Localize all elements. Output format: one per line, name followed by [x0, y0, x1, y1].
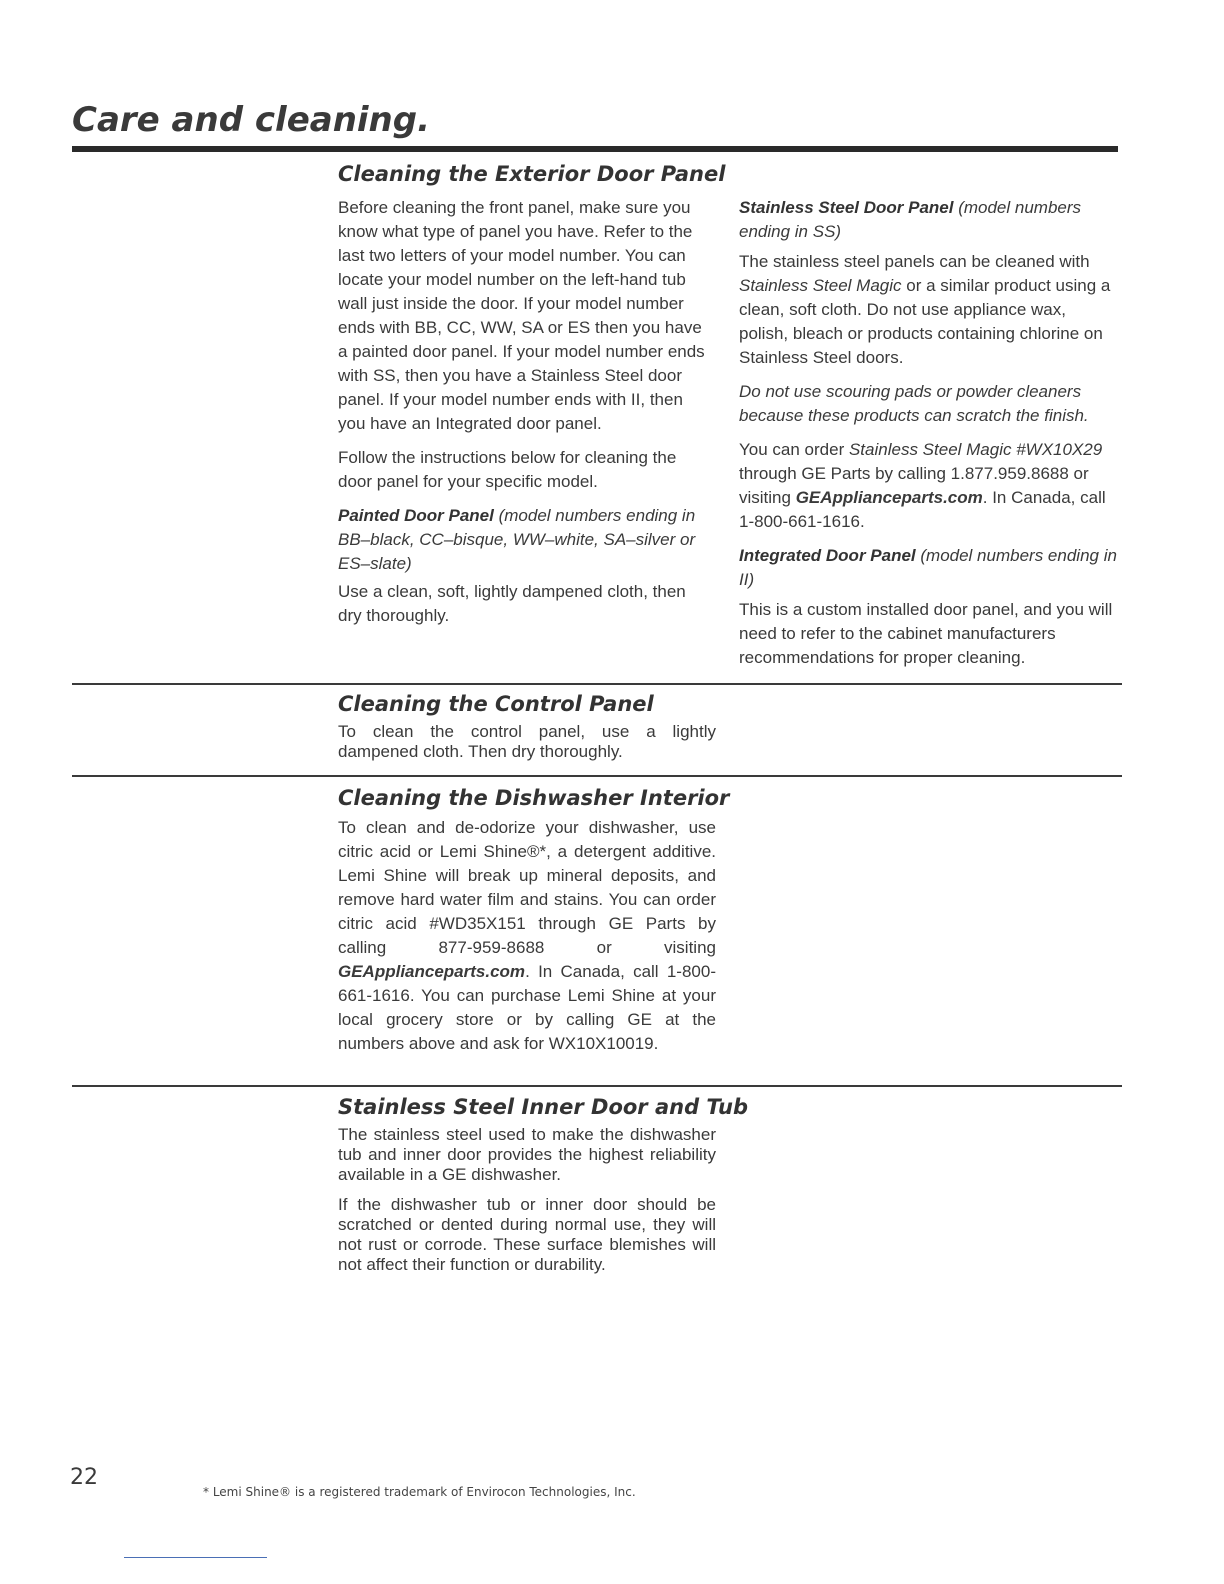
tub-text-1: The stainless steel used to make the dishwasher tub and inner door provides the highest reliability available in a GE dishwasher. [338, 1125, 716, 1184]
exterior-follow: Follow the instructions below for cleaning the door panel for your specific model. [338, 448, 677, 491]
painted-text: Use a clean, soft, lightly dampened cloth, then dry thoroughly. [338, 582, 686, 625]
interior-heading: Cleaning the Dishwasher Interior [338, 786, 730, 810]
order-text-2: through GE Parts by calling 1.877.959.8688 or visiting [739, 464, 1089, 507]
bottom-divider [124, 1557, 267, 1558]
integrated-title: Integrated Door Panel [739, 546, 916, 565]
title-divider [72, 146, 1118, 152]
integrated-text: This is a custom installed door panel, and you will need to refer to the cabinet manufacturers recommendations for proper cleaning. [739, 600, 1113, 667]
painted-panel-label [338, 504, 710, 576]
interior-text [338, 816, 716, 1056]
page-title: Care and cleaning. [72, 100, 431, 140]
interior-section [338, 786, 729, 1066]
interior-text-2: . In Canada, call 1-800-661-1616. You can purchase Lemi Shine at your local grocery store or by calling GE at the numbers above and ask for WX10X10019. [338, 962, 716, 1053]
tub-section [338, 1095, 748, 1285]
stainless-text [739, 250, 1119, 370]
integrated-note: (model numbers ending in II) [739, 546, 1117, 589]
painted-note: (model numbers ending in BB–black, CC–bisque, WW–white, SA–silver or ES–slate) [338, 506, 696, 573]
stainless-warning: Do not use scouring pads or powder cleaners because these products can scratch the finish. [739, 382, 1089, 425]
section-divider [72, 775, 1122, 777]
tub-heading: Stainless Steel Inner Door and Tub [338, 1095, 749, 1119]
control-text: To clean the control panel, use a lightly dampened cloth. Then dry thoroughly. [338, 722, 716, 761]
exterior-heading: Cleaning the Exterior Door Panel [338, 162, 726, 186]
section-divider [72, 1085, 1122, 1087]
interior-site-link[interactable]: GEApplianceparts.com [338, 962, 526, 981]
order-text-3: . In Canada, call 1-800-661-1616. [739, 488, 1106, 531]
control-heading: Cleaning the Control Panel [338, 692, 654, 716]
integrated-panel-label [739, 544, 1119, 592]
tub-text-2: If the dishwasher tub or inner door should be scratched or dented during normal use, they will not rust or corrode. These surface blemishes will not affect their function or durability. [338, 1195, 716, 1274]
order-site-link[interactable]: GEApplianceparts.com [795, 488, 983, 507]
stainless-title: Stainless Steel Door Panel [739, 198, 954, 217]
order-text [739, 438, 1119, 534]
order-product: Stainless Steel Magic #WX10X29 [848, 440, 1103, 459]
exterior-intro: Before cleaning the front panel, make sure you know what type of panel you have. Refer to the last two letters of your model number. You can locate your model number on the left-hand tub wall just inside the door. If your model number ends with BB, CC, WW, SA or ES then you have a painted door panel. If your model number ends with SS, then you have a Stainless Steel door panel. If your model number ends with II, then you have an Integrated door panel. [338, 198, 705, 433]
exterior-left-column [338, 196, 710, 638]
control-section [338, 692, 716, 772]
footnote: * Lemi Shine® is a registered trademark of Envirocon Technologies, Inc. [203, 1485, 636, 1499]
stainless-magic: Stainless Steel Magic [739, 276, 902, 295]
stainless-text-1: The stainless steel panels can be cleaned with [739, 252, 1090, 271]
section-divider [72, 683, 1122, 685]
stainless-note: (model numbers ending in SS) [739, 198, 1082, 241]
painted-title: Painted Door Panel [338, 506, 494, 525]
order-text-1: You can order [739, 440, 845, 459]
interior-text-1: To clean and de-odorize your dishwasher, use citric acid or Lemi Shine®*, a detergent additive. Lemi Shine will break up mineral deposits, and remove hard water film and stains. You can order citric acid #WD35X151 through GE Parts by calling 877-959-8688 or visiting [338, 818, 716, 957]
stainless-panel-label [739, 196, 1119, 244]
page-number: 22 [70, 1465, 98, 1490]
stainless-text-2: or a similar product using a clean, soft cloth. Do not use appliance wax, polish, bleach or products containing chlorine on Stainless Steel doors. [739, 276, 1111, 367]
exterior-right-column [739, 196, 1119, 680]
